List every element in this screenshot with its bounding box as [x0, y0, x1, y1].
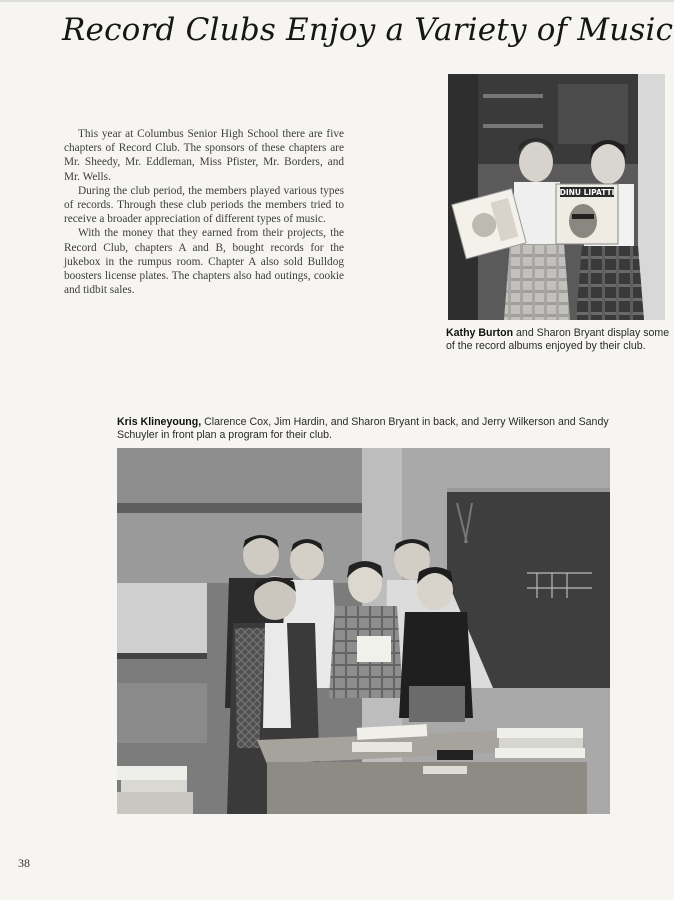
article-paragraph: During the club period, the members played various types of records. Through these club periods the members tried to receive a broader appreciation of different types of music.: [64, 184, 344, 226]
article-paragraph: With the money that they earned from their projects, the Record Club, chapters A and B, bought records for the jukebox in the rumpus room. Chapter A also sold Bulldog boosters license plates. The chapters also had outings, cookie and tidbit sales.: [64, 227, 344, 297]
article-paragraph: This year at Columbus Senior High School there are five chapters of Record Club. The sponsors of these chapters are Mr. Sheedy, Mr. Eddleman, Miss Pfister, Mr. Borders, and Mr. Wells.: [64, 128, 344, 183]
caption-text: Clarence Cox, Jim Hardin, and Sharon Bryant in back, and Jerry Wilkerson and Sandy Schuyler in front plan a program for their club.: [117, 416, 609, 441]
photo-caption-top: [446, 327, 672, 352]
album-label: DINU LIPATTI: [559, 188, 615, 197]
caption-text: and Sharon Bryant display some of the record albums enjoyed by their club.: [446, 327, 670, 352]
article-body: [64, 127, 344, 297]
photo-caption-bottom: [117, 416, 617, 441]
caption-name: Kris Klineyoung,: [117, 416, 202, 428]
photo-girls-with-albums-image: [448, 74, 665, 320]
caption-name: Kathy Burton: [446, 327, 514, 339]
photo-girls-with-albums: [448, 74, 665, 320]
page-number: 38: [18, 856, 30, 870]
top-rule: [0, 0, 674, 2]
photo-club-planning-image: [117, 448, 610, 814]
page-title: Record Clubs Enjoy a Variety of Music: [62, 12, 674, 48]
photo-club-planning: [117, 448, 610, 814]
